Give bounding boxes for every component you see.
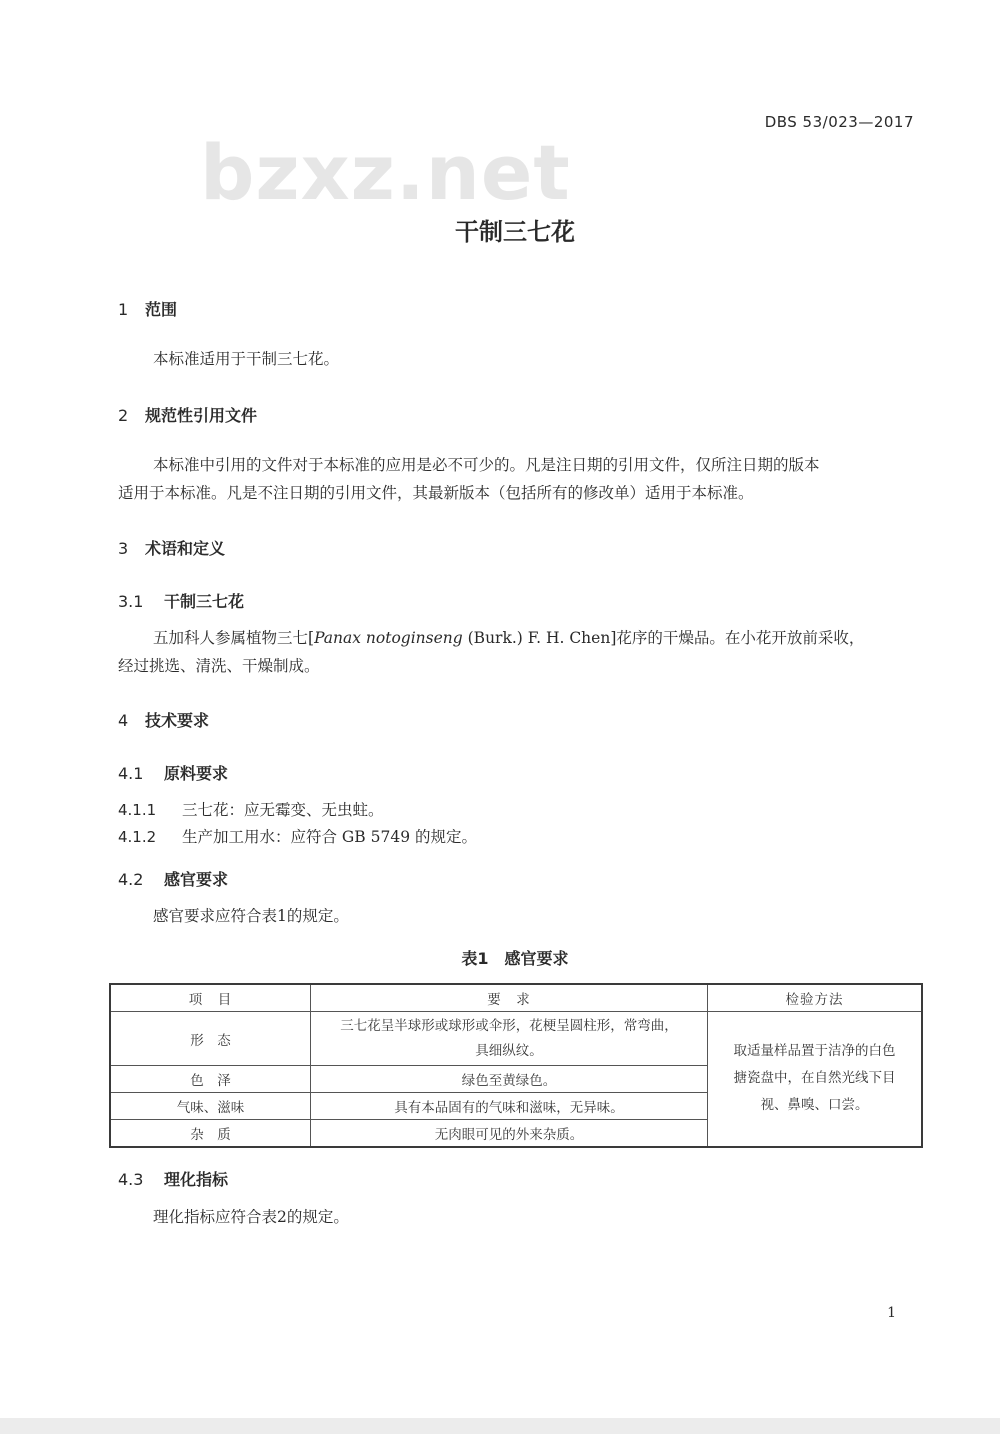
document-title: 干制三七花: [455, 217, 575, 246]
requirement-cell: [311, 1012, 708, 1066]
item-cell: 气味、滋味: [110, 1093, 311, 1120]
paragraph-line: 适用于本标准。凡是不注日期的引用文件，其最新版本（包括所有的修改单）适用于本标准。: [118, 484, 754, 502]
section-4-3-text: 理化指标应符合表2的规定。: [153, 1208, 349, 1226]
section-title: 干制三七花: [164, 592, 245, 611]
section-number: 3.1: [118, 592, 144, 611]
section-number: 4.2: [118, 870, 144, 889]
column-header: 检验方法: [707, 984, 922, 1012]
item-cell: 形 态: [110, 1012, 311, 1066]
section-4-heading: [118, 708, 209, 731]
section-2-heading: [118, 403, 257, 426]
item-cell: 色 泽: [110, 1066, 311, 1093]
definition-text: (Burk.) F. H. Chen]花序的干燥品。在小花开放前采收，: [462, 629, 865, 647]
section-number: 4: [118, 711, 129, 730]
paragraph-line: 本标准中引用的文件对于本标准的应用是必不可少的。凡是注日期的引用文件，仅所注日期的版本: [153, 456, 820, 474]
table-row: [110, 1012, 922, 1066]
section-3-1-definition: [118, 624, 864, 680]
section-1-text: 本标准适用于干制三七花。: [153, 350, 340, 368]
sensory-requirements-table: [109, 983, 923, 1148]
section-number: 2: [118, 406, 129, 425]
section-title: 技术要求: [145, 711, 210, 730]
clause-number: 4.1.1: [118, 801, 157, 819]
column-header: 要 求: [311, 984, 708, 1012]
column-header: 项 目: [110, 984, 311, 1012]
requirement-cell: 无肉眼可见的外来杂质。: [311, 1120, 708, 1147]
watermark: bzxz.net: [200, 128, 571, 217]
clause-text: 生产加工用水：应符合 GB 5749 的规定。: [182, 828, 478, 846]
standard-code: DBS 53/023—2017: [764, 113, 914, 131]
section-4-1-heading: [118, 761, 228, 784]
paragraph-line: 经过挑选、清洗、干燥制成。: [118, 657, 320, 675]
requirement-line: 具细纵纹。: [475, 1042, 543, 1059]
section-title: 术语和定义: [145, 539, 226, 558]
table-caption: 表1 感官要求: [461, 949, 569, 968]
requirement-line: 三七花呈半球形或球形或伞形，花梗呈圆柱形，常弯曲，: [340, 1017, 678, 1034]
method-line: 视、鼻嗅、口尝。: [760, 1097, 869, 1114]
section-title: 感官要求: [164, 870, 229, 889]
section-3-heading: [118, 536, 225, 559]
method-line: 取适量样品置于洁净的白色: [733, 1043, 896, 1060]
section-title: 范围: [145, 300, 178, 319]
clause-text: 三七花：应无霉变、无虫蛀。: [182, 801, 384, 819]
section-number: 4.3: [118, 1170, 144, 1189]
section-4-2-text: 感官要求应符合表1的规定。: [153, 907, 349, 925]
item-cell: 杂 质: [110, 1120, 311, 1147]
section-4-2-heading: [118, 867, 228, 890]
method-cell: [707, 1012, 922, 1147]
section-3-1-heading: [118, 589, 244, 612]
clause-number: 4.1.2: [118, 828, 157, 846]
latin-name: Panax notoginseng: [314, 629, 463, 647]
section-title: 理化指标: [164, 1170, 229, 1189]
page-number: 1: [887, 1305, 896, 1321]
clause-4-1-2: [118, 823, 477, 851]
clause-4-1-1: [118, 796, 384, 824]
table-header-row: [110, 984, 922, 1012]
section-title: 规范性引用文件: [145, 406, 258, 425]
section-2-paragraph: [118, 451, 820, 507]
requirement-cell: 具有本品固有的气味和滋味，无异味。: [311, 1093, 708, 1120]
section-number: 1: [118, 300, 129, 319]
paragraph-line: [118, 624, 864, 652]
section-number: 4.1: [118, 764, 144, 783]
section-1-heading: [118, 297, 177, 320]
section-number: 3: [118, 539, 129, 558]
requirement-cell: 绿色至黄绿色。: [311, 1066, 708, 1093]
method-line: 搪瓷盘中，在自然光线下目: [733, 1070, 896, 1087]
section-title: 原料要求: [164, 764, 229, 783]
section-4-3-heading: [118, 1167, 228, 1190]
definition-text: 五加科人参属植物三七[: [153, 629, 315, 647]
viewer-bottom-bar: [0, 1418, 1000, 1434]
